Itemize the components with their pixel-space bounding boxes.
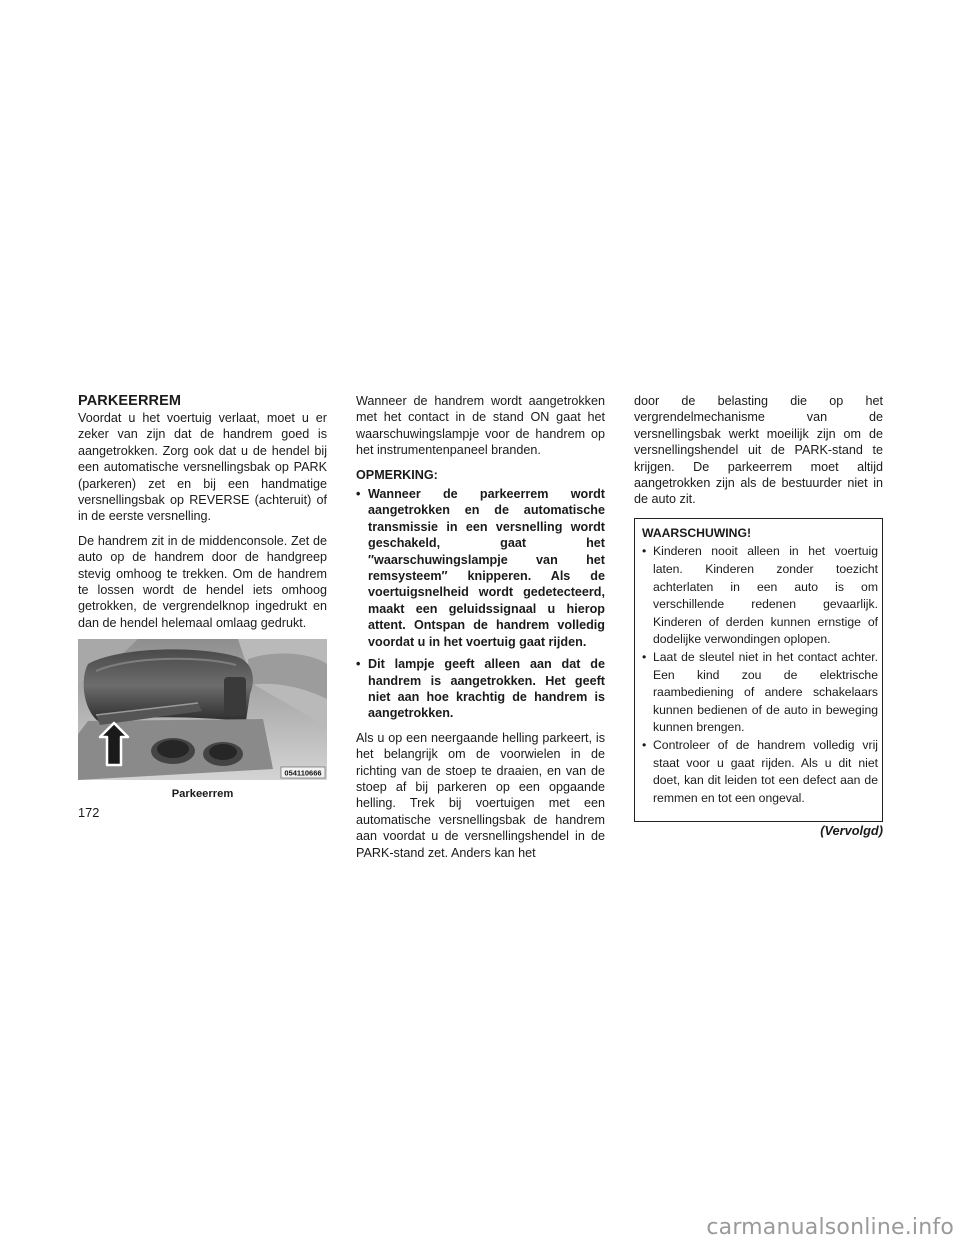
warning-heading: WAARSCHUWING! — [642, 525, 751, 540]
paragraph: door de belasting die op het vergrendelmechanisme van de versnellingsbak werkt moeilijk zijn om de versnellingshendel uit de PARK-stand te krijgen. De parkeerrem moet altijd aangetrokken zijn als de bestuurder niet in de auto zit. — [634, 394, 883, 507]
section-heading: PARKEERREM — [78, 393, 182, 409]
note-heading: OPMERKING: — [356, 467, 438, 482]
note-list — [356, 486, 605, 722]
page-number: 172 — [78, 805, 100, 820]
note-item: • Dit lampje geeft alleen aan dat de handrem is aangetrokken. Het geeft niet aan hoe krachtig de handrem is aangetrokken. — [356, 656, 605, 722]
paragraph: Wanneer de handrem wordt aangetrokken met het contact in de stand ON gaat het waarschuwingslampje voor de handrem op het instrumentenpaneel branden. — [356, 394, 605, 458]
paragraph: Voordat u het voertuig verlaat, moet u er zeker van zijn dat de handrem goed is aangetrokken. Zorg ook dat u de hendel bij een automatische versnellingsbak op PARK (parkeren) zet en bij een handmatige versnellingsbak op REVERSE (achteruit) of in de eerste versnelling. — [78, 411, 327, 524]
parking-brake-figure — [78, 639, 327, 780]
paragraph: De handrem zit in de middenconsole. Zet de auto op de handrem door de handgreep stevig omhoog te trekken. Om de handrem te lossen wordt de hendel iets omhoog getrokken, de vergrendelknop ingedrukt en dan de hendel helemaal omlaag gedrukt. — [78, 533, 327, 630]
note-item: • Wanneer de parkeerrem wordt aangetrokken en de automatische transmissie in een versnelling wordt geschakeld, gaat het ″waarschuwingslampje van het remsysteem″ knipperen. Als de voertuigsnelheid wordt gedetecteerd, maakt een geluidssignaal u hierop attent. Ontspan de handrem volledig voordat u in het voertuig gaat rijden. — [356, 486, 605, 650]
warning-box — [634, 518, 883, 823]
warning-item: • Laat de sleutel niet in het contact achter. Een kind zou de elektrische raambediening of andere schakelaars kunnen bedienen of de auto in beweging kunnen brengen. — [642, 649, 878, 737]
warning-list — [642, 543, 878, 807]
watermark: carmanualsonline.info — [706, 1215, 954, 1240]
up-arrow-icon — [78, 639, 327, 780]
column-right — [634, 393, 883, 840]
column-middle — [356, 393, 605, 869]
paragraph: Als u op een neergaande helling parkeert, is het belangrijk om de voorwielen in de richting van de stoep te draaien, en van de stoep af bij parkeren op een opgaande helling. Trek bij voertuigen met een automatische versnellingsbak de handrem aan voordat u de versnellingshendel in de PARK-stand zet. Anders kan het — [356, 730, 605, 860]
figure-code: 054110666 — [284, 768, 322, 778]
warning-item: • Kinderen nooit alleen in het voertuig laten. Kinderen zonder toezicht achterlaten in een auto is om verschillende redenen gevaarlijk. Kinderen of derden kunnen ernstige of dodelijke verwondingen oplopen. — [642, 543, 878, 649]
warning-item: • Controleer of de handrem volledig vrij staat voor u gaat rijden. Als u dit niet doet, kan dit leiden tot een defect aan de remmen en tot een ongeval. — [642, 737, 878, 807]
continued-label: (Vervolgd) — [820, 823, 883, 839]
figure-caption: Parkeerrem — [171, 788, 234, 801]
column-left — [78, 393, 327, 803]
